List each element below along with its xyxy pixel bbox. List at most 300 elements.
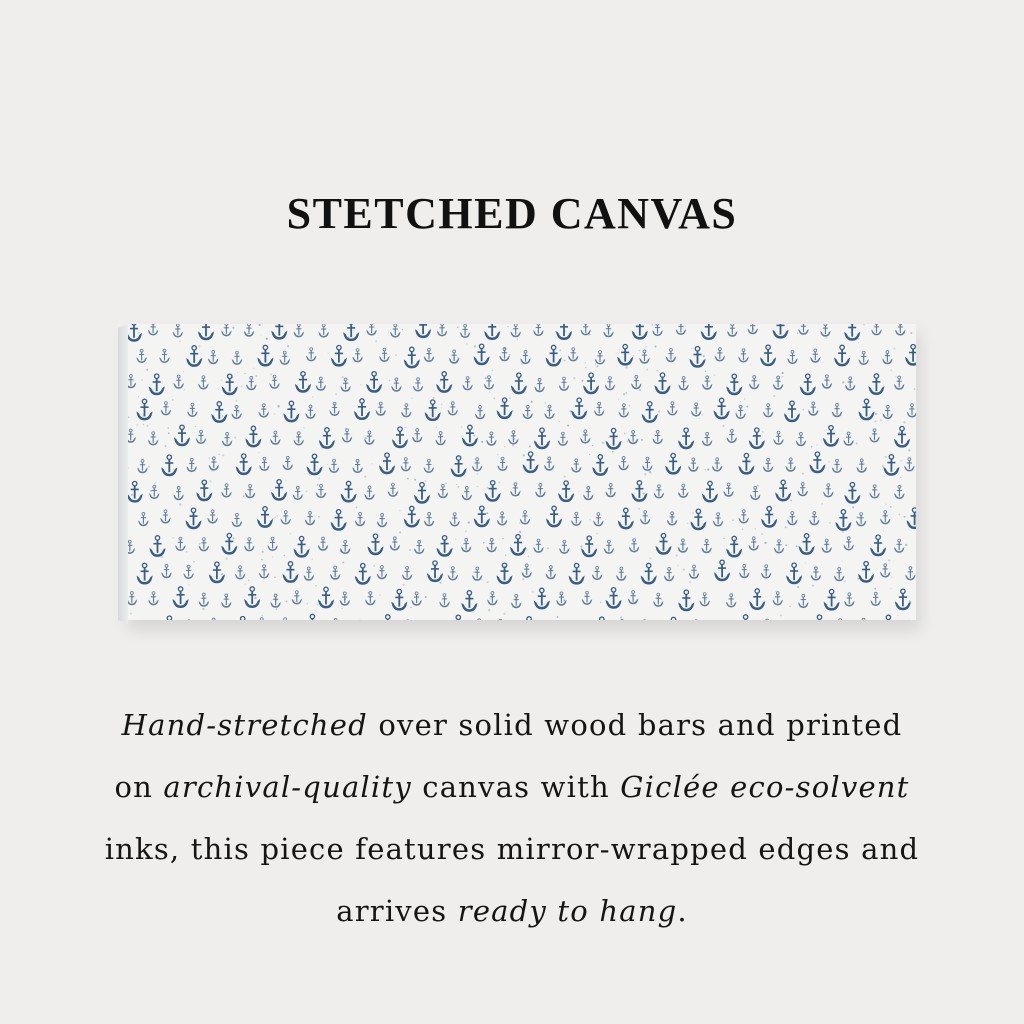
anchor-icon <box>832 403 842 417</box>
anchor-icon <box>810 349 820 363</box>
anchor-icon <box>844 537 854 551</box>
anchor-icon <box>231 405 241 419</box>
anchor-icon <box>270 431 280 445</box>
anchor-icon <box>352 349 362 363</box>
anchor-icon <box>738 349 748 363</box>
anchor-icon <box>425 400 441 421</box>
anchor-icon <box>354 399 370 420</box>
anchor-icon <box>404 347 420 368</box>
anchor-icon <box>822 375 832 389</box>
anchor-icon <box>259 404 269 418</box>
anchor-icon <box>259 457 269 471</box>
anchor-icon <box>558 481 574 502</box>
canvas-front <box>128 324 916 620</box>
anchor-icon <box>342 429 352 443</box>
anchor-icon <box>689 565 699 579</box>
anchor-icon <box>811 567 821 581</box>
anchor-icon <box>798 594 808 608</box>
anchor-icon <box>175 537 185 551</box>
anchor-icon <box>221 594 231 608</box>
anchor-icon <box>905 345 916 366</box>
anchor-icon <box>211 402 227 423</box>
anchor-icon <box>486 432 496 446</box>
anchor-icon <box>318 587 334 608</box>
anchor-icon <box>173 486 183 500</box>
anchor-icon <box>714 398 730 419</box>
anchor-icon <box>880 564 890 578</box>
anchor-icon <box>883 405 893 419</box>
anchor-icon <box>895 324 905 336</box>
anchor-icon <box>474 344 490 365</box>
anchor-icon <box>559 377 569 391</box>
anchor-icon <box>366 372 382 393</box>
anchor-icon <box>749 428 765 449</box>
anchor-icon <box>823 426 839 447</box>
anchor-icon <box>283 456 293 470</box>
anchor-icon <box>232 513 242 527</box>
anchor-icon <box>161 564 171 578</box>
anchor-icon <box>618 457 628 471</box>
anchor-icon <box>714 560 730 581</box>
description-line-2: on archival-quality canvas with Giclée eco-solvent <box>114 770 910 804</box>
anchor-icon <box>580 430 590 444</box>
anchor-icon <box>688 458 698 472</box>
anchor-icon <box>809 512 819 526</box>
anchor-icon <box>738 615 754 620</box>
anchor-icon <box>894 539 904 553</box>
anchor-icon <box>678 484 688 498</box>
anchor-icon <box>521 617 537 620</box>
anchor-icon <box>235 566 245 580</box>
anchor-icon <box>485 481 501 502</box>
description <box>60 694 964 942</box>
anchor-icon <box>294 324 304 337</box>
anchor-icon <box>150 536 166 557</box>
anchor-icon <box>592 455 608 476</box>
anchor-icon <box>280 618 290 620</box>
anchor-icon <box>556 324 572 340</box>
anchor-icon <box>604 540 614 554</box>
anchor-icon <box>749 589 765 610</box>
anchor-icon <box>868 374 884 395</box>
anchor-icon <box>149 374 165 395</box>
anchor-icon <box>750 486 760 500</box>
anchor-icon <box>257 507 273 528</box>
anchor-icon <box>128 592 137 606</box>
anchor-icon <box>859 351 869 365</box>
anchor-icon <box>281 511 291 525</box>
anchor-icon <box>379 348 389 362</box>
anchor-icon <box>435 432 445 446</box>
anchor-icon <box>666 617 682 620</box>
anchor-icon <box>330 619 340 620</box>
anchor-icon <box>534 378 544 392</box>
anchor-icon <box>401 404 411 418</box>
anchor-icon <box>617 344 633 365</box>
anchor-icon <box>221 484 231 498</box>
anchor-icon <box>295 372 311 393</box>
anchor-icon <box>199 593 209 607</box>
anchor-icon <box>307 454 323 475</box>
anchor-icon <box>283 562 299 583</box>
anchor-icon <box>128 324 142 342</box>
anchor-pattern <box>128 324 916 620</box>
anchor-icon <box>691 403 701 417</box>
anchor-icon <box>583 373 599 394</box>
anchor-icon <box>739 510 749 524</box>
anchor-icon <box>628 591 638 605</box>
anchor-icon <box>391 589 407 610</box>
anchor-icon <box>678 590 694 611</box>
anchor-icon <box>267 537 277 551</box>
anchor-icon <box>845 377 855 391</box>
anchor-icon <box>857 459 867 473</box>
anchor-icon <box>294 536 310 557</box>
anchor-icon <box>773 592 783 606</box>
anchor-icon <box>617 619 627 620</box>
anchor-icon <box>824 589 840 610</box>
anchor-icon <box>450 513 460 527</box>
anchor-icon <box>678 539 688 553</box>
anchor-icon <box>533 324 543 336</box>
anchor-icon <box>559 540 569 554</box>
anchor-icon <box>161 455 177 476</box>
anchor-icon <box>415 324 431 338</box>
anchor-icon <box>331 345 347 366</box>
anchor-icon <box>798 324 808 335</box>
anchor-icon <box>304 567 314 581</box>
anchor-icon <box>462 425 478 446</box>
anchor-icon <box>392 427 408 448</box>
anchor-icon <box>128 429 136 443</box>
anchor-icon <box>499 348 509 362</box>
anchor-icon <box>424 512 434 526</box>
anchor-icon <box>787 350 797 364</box>
anchor-icon <box>472 458 482 472</box>
anchor-icon <box>595 351 605 365</box>
anchor-icon <box>871 324 881 335</box>
anchor-icon <box>701 324 717 340</box>
anchor-icon <box>606 428 622 449</box>
anchor-icon <box>726 374 742 395</box>
anchor-icon <box>761 565 771 579</box>
anchor-icon <box>558 432 568 446</box>
anchor-icon <box>678 428 694 449</box>
anchor-icon <box>246 376 256 390</box>
anchor-icon <box>319 428 335 449</box>
anchor-icon <box>676 324 686 335</box>
anchor-icon <box>796 432 806 446</box>
anchor-icon <box>605 377 615 391</box>
anchor-icon <box>843 432 853 446</box>
anchor-icon <box>571 459 581 473</box>
anchor-icon <box>472 567 482 581</box>
anchor-icon <box>569 563 585 584</box>
anchor-icon <box>603 324 613 337</box>
anchor-icon <box>774 540 784 554</box>
anchor-icon <box>702 432 712 446</box>
anchor-icon <box>449 350 459 364</box>
anchor-icon <box>292 591 302 605</box>
anchor-icon <box>726 594 736 608</box>
anchor-icon <box>535 483 545 497</box>
anchor-icon <box>388 483 398 497</box>
anchor-icon <box>629 539 639 553</box>
anchor-icon <box>583 486 593 500</box>
anchor-icon <box>667 402 677 416</box>
anchor-icon <box>187 458 197 472</box>
anchor-icon <box>174 425 190 446</box>
anchor-icon <box>760 345 776 366</box>
anchor-icon <box>594 402 604 416</box>
anchor-icon <box>546 506 562 527</box>
anchor-icon <box>773 431 783 445</box>
anchor-icon <box>773 324 789 339</box>
anchor-icon <box>856 513 866 527</box>
anchor-icon <box>424 348 434 362</box>
anchor-icon <box>390 537 400 551</box>
anchor-icon <box>712 458 722 472</box>
anchor-icon <box>556 592 566 606</box>
anchor-icon <box>271 480 287 501</box>
anchor-icon <box>128 481 143 502</box>
anchor-icon <box>592 566 602 580</box>
anchor-icon <box>832 459 842 473</box>
anchor-icon <box>723 483 733 497</box>
anchor-icon <box>245 426 261 447</box>
anchor-icon <box>618 508 634 529</box>
anchor-icon <box>128 324 916 620</box>
anchor-icon <box>462 486 472 500</box>
anchor-icon <box>306 348 316 362</box>
anchor-icon <box>136 349 146 363</box>
anchor-icon <box>450 615 466 620</box>
anchor-icon <box>437 324 447 336</box>
anchor-icon <box>484 324 500 340</box>
anchor-icon <box>859 399 875 420</box>
anchor-icon <box>196 480 212 501</box>
anchor-icon <box>834 345 850 366</box>
anchor-icon <box>495 619 505 620</box>
anchor-icon <box>437 536 453 557</box>
anchor-icon <box>355 564 371 585</box>
anchor-icon <box>666 348 676 362</box>
anchor-icon <box>678 377 688 391</box>
anchor-icon <box>235 617 251 621</box>
canvas-product-image <box>118 324 916 624</box>
anchor-icon <box>510 483 520 497</box>
anchor-icon <box>571 512 581 526</box>
anchor-icon <box>461 591 477 612</box>
anchor-icon <box>438 484 448 498</box>
anchor-icon <box>700 593 710 607</box>
anchor-icon <box>364 486 374 500</box>
anchor-icon <box>330 566 340 580</box>
anchor-icon <box>159 349 169 363</box>
anchor-icon <box>208 618 218 620</box>
anchor-icon <box>763 458 773 472</box>
anchor-icon <box>436 372 452 393</box>
anchor-icon <box>148 432 158 446</box>
anchor-icon <box>880 511 890 525</box>
anchor-icon <box>606 588 622 609</box>
anchor-icon <box>812 615 828 620</box>
anchor-icon <box>715 348 725 362</box>
anchor-icon <box>870 535 886 556</box>
anchor-icon <box>523 452 539 473</box>
anchor-icon <box>763 404 773 418</box>
anchor-icon <box>462 377 472 391</box>
anchor-icon <box>808 402 818 416</box>
anchor-icon <box>844 324 860 341</box>
anchor-icon <box>894 376 904 390</box>
anchor-icon <box>448 567 458 581</box>
anchor-icon <box>511 373 527 394</box>
anchor-icon <box>474 506 490 527</box>
anchor-icon <box>451 456 467 477</box>
anchor-icon <box>690 347 706 368</box>
anchor-icon <box>294 432 304 446</box>
anchor-icon <box>390 324 400 338</box>
anchor-icon <box>784 401 800 422</box>
anchor-icon <box>280 351 290 365</box>
anchor-icon <box>511 324 521 337</box>
anchor-icon <box>820 324 830 337</box>
anchor-icon <box>713 513 723 527</box>
anchor-icon <box>858 618 868 620</box>
anchor-icon <box>427 561 443 582</box>
anchor-icon <box>257 618 267 620</box>
anchor-icon <box>404 506 420 527</box>
anchor-icon <box>727 324 737 337</box>
anchor-icon <box>161 616 177 620</box>
anchor-icon <box>340 378 350 392</box>
anchor-icon <box>546 566 556 580</box>
anchor-icon <box>368 534 384 555</box>
anchor-icon <box>631 375 641 389</box>
anchor-icon <box>835 510 851 531</box>
anchor-icon <box>581 536 597 557</box>
anchor-icon <box>642 457 652 471</box>
anchor-icon <box>329 459 339 473</box>
anchor-icon <box>186 508 202 529</box>
anchor-icon <box>616 567 626 581</box>
anchor-icon <box>269 375 279 389</box>
anchor-icon <box>773 376 783 390</box>
canvas-side-edge <box>118 324 128 624</box>
anchor-icon <box>497 398 513 419</box>
anchor-icon <box>475 406 485 420</box>
anchor-icon <box>377 513 387 527</box>
anchor-icon <box>305 511 315 525</box>
anchor-icon <box>655 373 671 394</box>
anchor-icon <box>355 512 365 526</box>
anchor-icon <box>412 429 422 443</box>
anchor-icon <box>869 429 879 443</box>
description-line-4: arrives ready to hang. <box>336 894 688 928</box>
anchor-icon <box>377 566 387 580</box>
anchor-icon <box>775 480 791 501</box>
anchor-icon <box>894 426 910 447</box>
anchor-icon <box>380 615 396 620</box>
anchor-icon <box>809 452 825 473</box>
anchor-icon <box>414 483 430 504</box>
anchor-icon <box>907 404 916 418</box>
anchor-icon <box>352 459 362 473</box>
anchor-icon <box>245 485 255 499</box>
anchor-icon <box>894 485 904 499</box>
anchor-icon <box>582 591 592 605</box>
anchor-icon <box>174 375 184 389</box>
anchor-icon <box>546 345 562 366</box>
anchor-icon <box>305 405 315 419</box>
anchor-icon <box>293 486 303 500</box>
anchor-icon <box>283 401 299 422</box>
anchor-icon <box>232 351 242 365</box>
anchor-icon <box>244 587 260 608</box>
anchor-icon <box>244 538 254 552</box>
anchor-icon <box>207 510 217 524</box>
anchor-icon <box>474 619 484 620</box>
anchor-icon <box>799 534 815 555</box>
anchor-icon <box>631 481 647 502</box>
anchor-icon <box>762 619 772 620</box>
anchor-icon <box>727 429 737 443</box>
anchor-icon <box>183 565 193 579</box>
anchor-icon <box>411 592 421 606</box>
anchor-icon <box>520 511 530 525</box>
anchor-icon <box>259 565 269 579</box>
anchor-icon <box>318 537 328 551</box>
anchor-icon <box>823 484 833 498</box>
anchor-icon <box>798 483 808 497</box>
anchor-icon <box>511 594 521 608</box>
anchor-icon <box>701 539 711 553</box>
anchor-icon <box>341 481 357 502</box>
anchor-icon <box>138 512 148 526</box>
anchor-icon <box>639 350 649 364</box>
anchor-icon <box>667 512 677 526</box>
anchor-icon <box>871 592 881 606</box>
anchor-icon <box>413 378 423 392</box>
anchor-icon <box>619 404 629 418</box>
anchor-icon <box>880 615 896 620</box>
anchor-icon <box>761 507 777 528</box>
anchor-icon <box>365 592 375 606</box>
anchor-icon <box>340 540 350 554</box>
anchor-icon <box>533 539 543 553</box>
anchor-icon <box>544 457 554 471</box>
anchor-icon <box>786 563 802 584</box>
anchor-icon <box>271 324 287 340</box>
anchor-icon <box>749 537 759 551</box>
anchor-icon <box>461 538 471 552</box>
anchor-icon <box>844 593 854 607</box>
anchor-icon <box>196 430 206 444</box>
anchor-icon <box>221 533 237 554</box>
anchor-icon <box>739 564 749 578</box>
anchor-icon <box>160 510 170 524</box>
anchor-icon <box>800 374 816 395</box>
anchor-icon <box>222 374 238 395</box>
anchor-icon <box>787 512 797 526</box>
page-title: STETCHED CANVAS <box>286 189 738 238</box>
anchor-icon <box>331 510 347 531</box>
anchor-icon <box>187 403 197 417</box>
anchor-icon <box>414 540 424 554</box>
anchor-icon <box>209 562 225 583</box>
anchor-icon <box>460 324 470 338</box>
